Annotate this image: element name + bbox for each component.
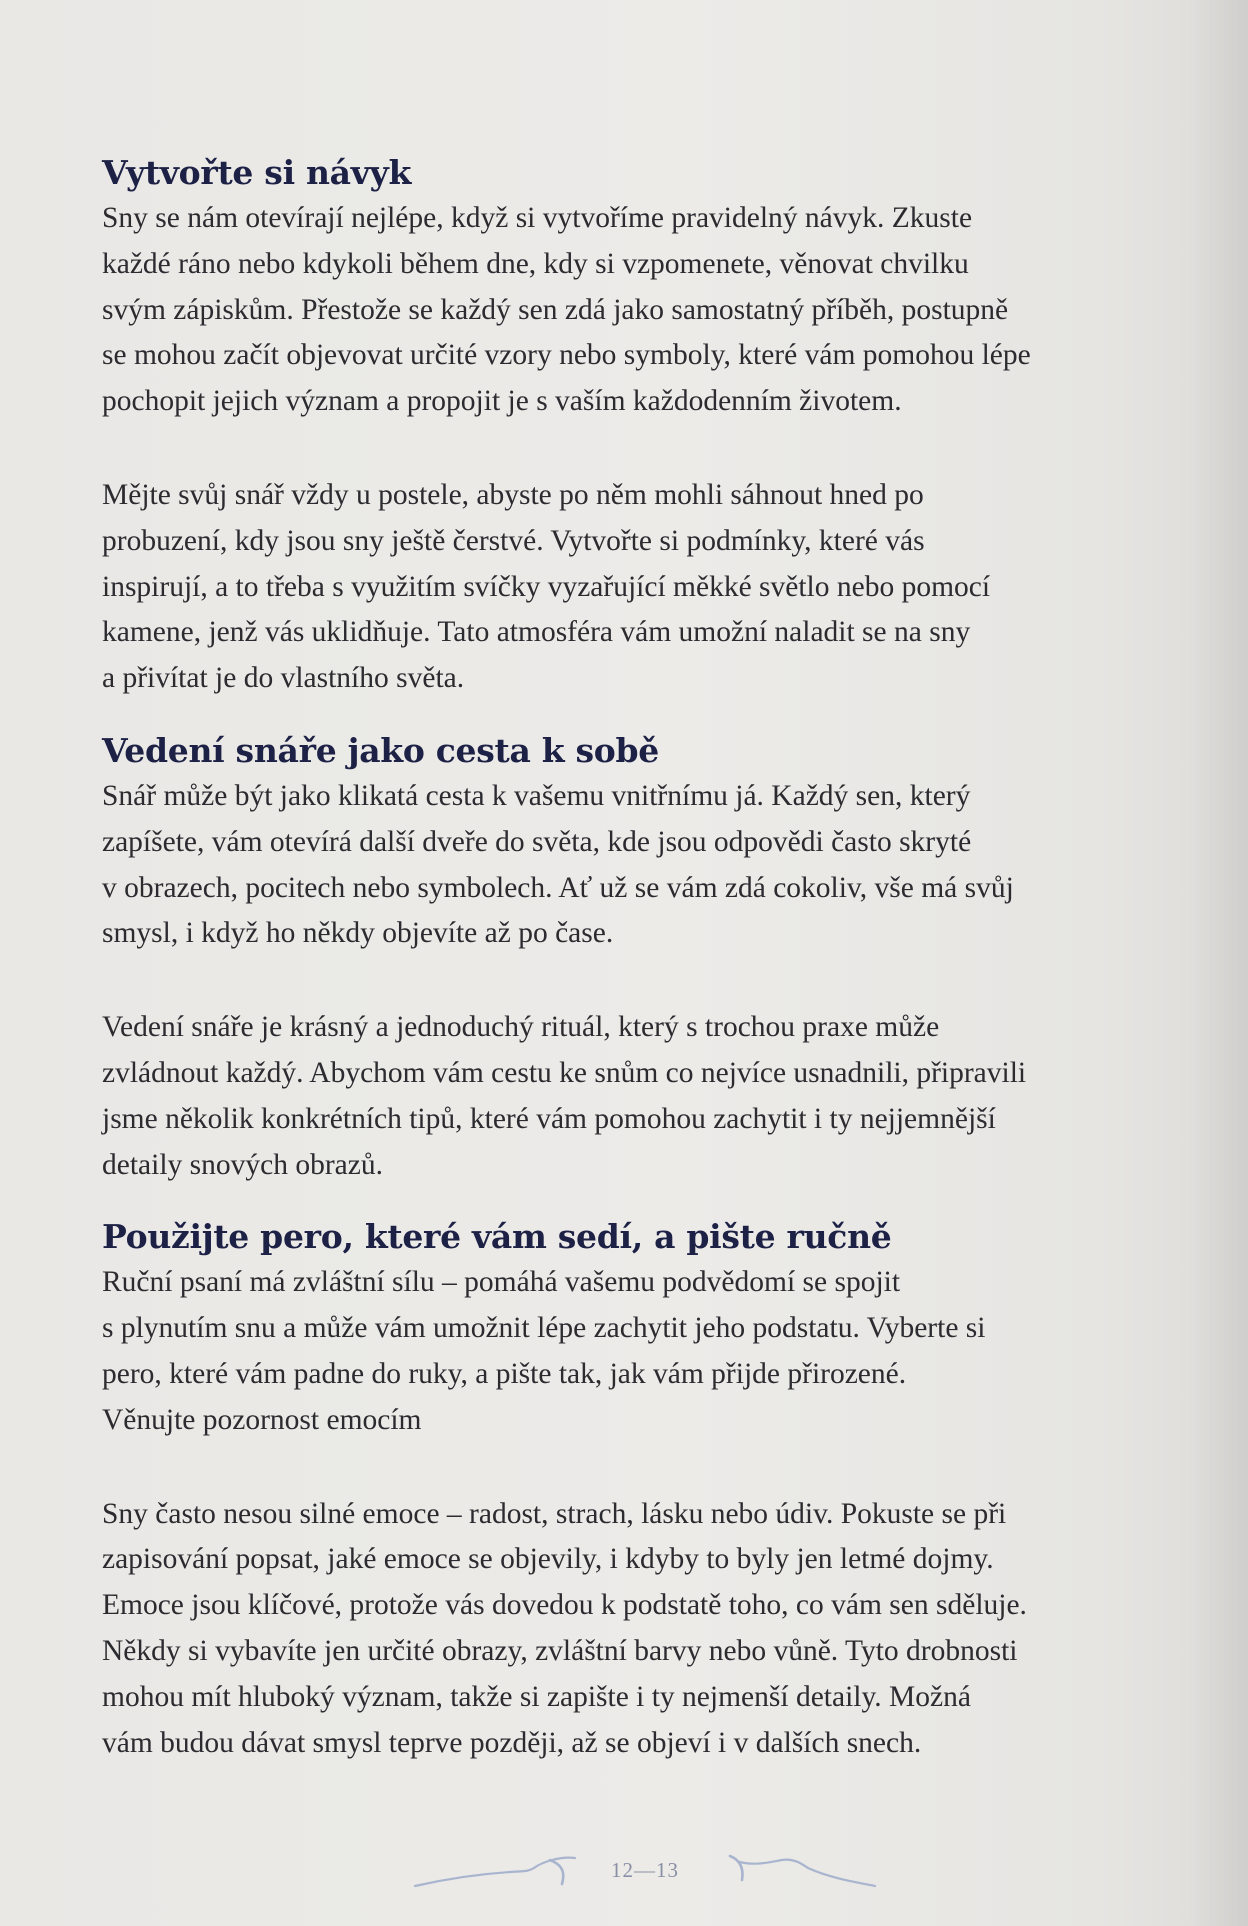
text-line: zapisování popsat, jaké emoce se objevily, i kdyby to byly jen letmé dojmy. [102, 1543, 994, 1576]
section-heading: Vedení snáře jako cesta k sobě [102, 730, 659, 770]
text-line: Sny často nesou silné emoce – radost, strach, lásku nebo údiv. Pokuste se při [102, 1497, 1007, 1530]
text-line: každé ráno nebo kdykoli během dne, kdy si vzpomenete, věnovat chvilku [102, 247, 969, 280]
text-line: se mohou začít objevovat určité vzory nebo symboly, které vám pomohou lépe [102, 339, 1031, 372]
text-line: Emoce jsou klíčové, protože vás dovedou k podstatě toho, co vám sen sděluje. [102, 1589, 1027, 1622]
section-habit [102, 150, 1172, 702]
paragraph-spacer [102, 425, 1172, 473]
page-content [102, 150, 1172, 1766]
text-line: Snář může být jako klikatá cesta k vašemu vnitřnímu já. Každý sen, který [102, 779, 971, 812]
text-line: a přivítat je do vlastního světa. [102, 662, 465, 695]
section-spacer [102, 702, 1172, 728]
text-line: Vedení snáře je krásný a jednoduchý rituál, který s trochou praxe může [102, 1011, 940, 1044]
text-line: vám budou dávat smysl teprve později, až se objeví i v dalších snech. [102, 1726, 922, 1759]
text-line: smysl, i když ho někdy objevíte až po čase. [102, 917, 614, 950]
page-number: 12—13 [611, 1858, 679, 1882]
paragraph [102, 1260, 1172, 1443]
paragraph-spacer [102, 1444, 1172, 1492]
paragraph [102, 774, 1172, 957]
paragraph [102, 1492, 1172, 1767]
text-line: inspirují, a to třeba s využitím svíčky vyzařující měkké světlo nebo pomocí [102, 570, 991, 603]
text-line: pero, které vám padne do ruky, a pište tak, jak vám přijde přirozené. [102, 1357, 907, 1390]
paragraph [102, 473, 1172, 702]
text-line: detaily snových obrazů. [102, 1148, 383, 1181]
section-heading: Použijte pero, které vám sedí, a pište ručně [102, 1217, 892, 1257]
section-pen-handwriting [102, 1214, 1172, 1766]
text-line: Mějte svůj snář vždy u postele, abyste po něm mohli sáhnout hned po [102, 478, 924, 511]
text-line: zapíšete, vám otevírá další dveře do světa, kde jsou odpovědi často skryté [102, 825, 972, 858]
text-line: probuzení, kdy jsou sny ještě čerstvé. Vytvořte si podmínky, které vás [102, 524, 925, 557]
section-dream-journal-path [102, 728, 1172, 1188]
section-spacer [102, 1188, 1172, 1214]
text-line: kamene, jenž vás uklidňuje. Tato atmosféra vám umožní naladit se na sny [102, 616, 971, 649]
text-line: Věnujte pozornost emocím [102, 1403, 422, 1436]
paragraph [102, 196, 1172, 425]
text-line: pochopit jejich význam a propojit je s vaším každodenním životem. [102, 385, 902, 418]
text-line: s plynutím snu a může vám umožnit lépe zachytit jeho podstatu. Vyberte si [102, 1312, 986, 1345]
text-line: zvládnout každý. Abychom vám cestu ke snům co nejvíce usnadnili, připravili [102, 1056, 1027, 1089]
text-line: Sny se nám otevírají nejlépe, když si vytvoříme pravidelný návyk. Zkuste [102, 202, 973, 234]
text-line: Někdy si vybavíte jen určité obrazy, zvláštní barvy nebo vůně. Tyto drobnosti [102, 1634, 1018, 1667]
text-line: mohou mít hluboký význam, takže si zapište i ty nejmenší detaily. Možná [102, 1680, 971, 1713]
section-heading: Vytvořte si návyk [102, 153, 412, 192]
paragraph [102, 1005, 1172, 1188]
page-edge-shadow [1188, 0, 1248, 1926]
page-footer [410, 1838, 880, 1898]
text-line: v obrazech, pocitech nebo symbolech. Ať už se vám zdá cokoliv, vše má svůj [102, 871, 1014, 904]
text-line: svým zápiskům. Přestože se každý sen zdá jako samostatný příběh, postupně [102, 293, 1009, 326]
paragraph-spacer [102, 957, 1172, 1005]
text-line: Ruční psaní má zvláštní sílu – pomáhá vašemu podvědomí se spojit [102, 1266, 901, 1299]
text-line: jsme několik konkrétních tipů, které vám pomohou zachytit i ty nejjemnější [102, 1102, 996, 1135]
